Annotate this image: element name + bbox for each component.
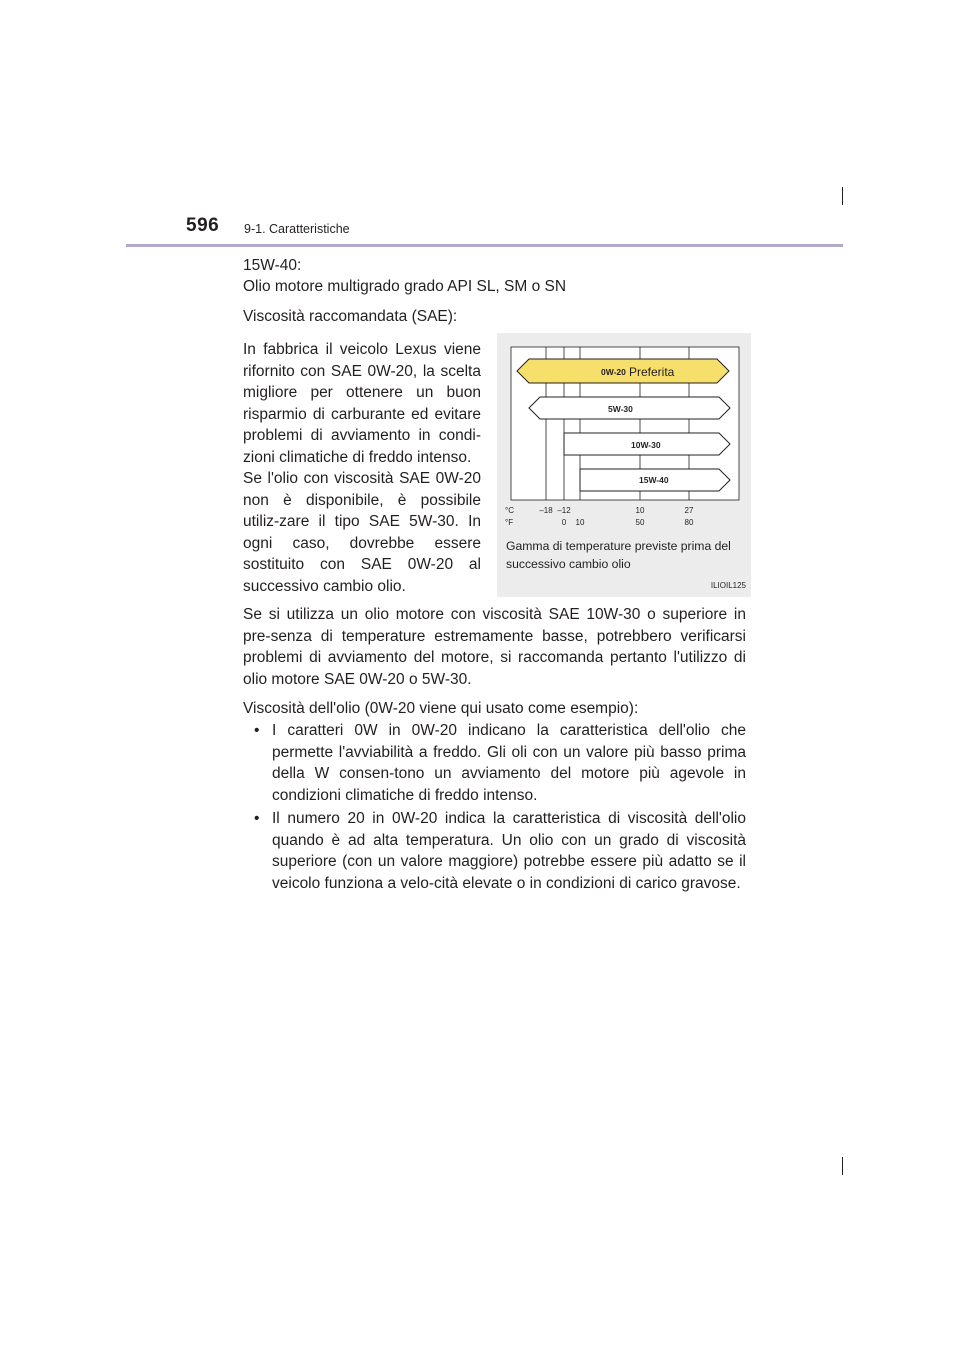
tick-c: –18: [539, 506, 553, 515]
band-5w30-label: 5W-30: [608, 404, 633, 414]
crop-mark: [842, 187, 843, 205]
bullet-text: Il numero 20 in 0W-20 indica la caratteristica di viscosità dell'olio quando è ad alta temperatura. Un olio con un grado di viscosità superiore (con un valore maggiore) potrebbe essere più adatto se il veicolo funziona a velo-cità elevate o in condizioni di carico gravose.: [272, 810, 746, 892]
viscosity-example-heading: Viscosità dell'olio (0W-20 viene qui usato come esempio):: [243, 700, 639, 717]
band-0w20-tag: Preferita: [629, 365, 675, 379]
unit-fahrenheit: °F: [505, 518, 514, 527]
page-number: 596: [186, 215, 220, 236]
unit-celsius: °C: [505, 506, 514, 515]
figure-code: ILIOIL125: [710, 581, 746, 590]
tick-c: –12: [557, 506, 571, 515]
tick-c: 10: [635, 506, 645, 515]
low-temperature-paragraph: Se si utilizza un olio motore con viscosità SAE 10W-30 o superiore in pre-senza di temperature estremamente basse, potrebbero verificarsi problemi di avviamento del motore, si raccomanda pertanto l'utilizzo di olio motore SAE 0W-20 o 5W-30.: [243, 606, 746, 688]
viscosity-heading: Viscosità raccomandata (SAE):: [243, 308, 458, 325]
bullet-text: I caratteri 0W in 0W-20 indicano la caratteristica dell'olio che permette l'avviabilità a freddo. Gli oli con un valore più basso prima della W consen-tono un avviamento del motore più agevole in condizioni climatiche di freddo intenso.: [272, 722, 746, 804]
band-10w30-label: 10W-30: [631, 440, 661, 450]
tick-f: 80: [684, 518, 694, 527]
figure-caption: Gamma di temperature previste prima del successivo cambio olio: [506, 539, 731, 571]
alternative-oil-paragraph: Se l'olio con viscosità SAE 0W-20 non è disponibile, è possibile utiliz-zare il tipo SAE 5W-30. In ogni caso, dovrebbe essere sostituito con SAE 0W-20 al successivo cambio olio.: [243, 470, 481, 595]
factory-fill-paragraph: In fabbrica il veicolo Lexus viene rifornito con SAE 0W-20, la scelta migliore per ottenere un buon risparmio di carburante ed evitare problemi di avviamento in condi-zioni climatiche di freddo intenso.: [243, 341, 481, 466]
tick-c: 27: [684, 506, 694, 515]
header-rule: [126, 244, 843, 247]
tick-f: 50: [635, 518, 645, 527]
viscosity-chart: [497, 333, 751, 597]
crop-mark: [842, 1157, 843, 1175]
band-15w40-label: 15W-40: [639, 475, 669, 485]
tick-f: 0: [561, 518, 567, 527]
list-item: [243, 808, 746, 894]
bullet-symbol: •: [254, 722, 260, 739]
band-0w20-label: 0W-20: [601, 367, 626, 377]
section-title: 9-1. Caratteristiche: [244, 222, 350, 236]
tick-f: 10: [575, 518, 585, 527]
oil-grade-label: 15W-40:: [243, 257, 302, 274]
oil-grade-description: Olio motore multigrado grado API SL, SM o SN: [243, 278, 567, 295]
bullet-symbol: •: [254, 810, 260, 827]
list-item: [243, 720, 746, 806]
